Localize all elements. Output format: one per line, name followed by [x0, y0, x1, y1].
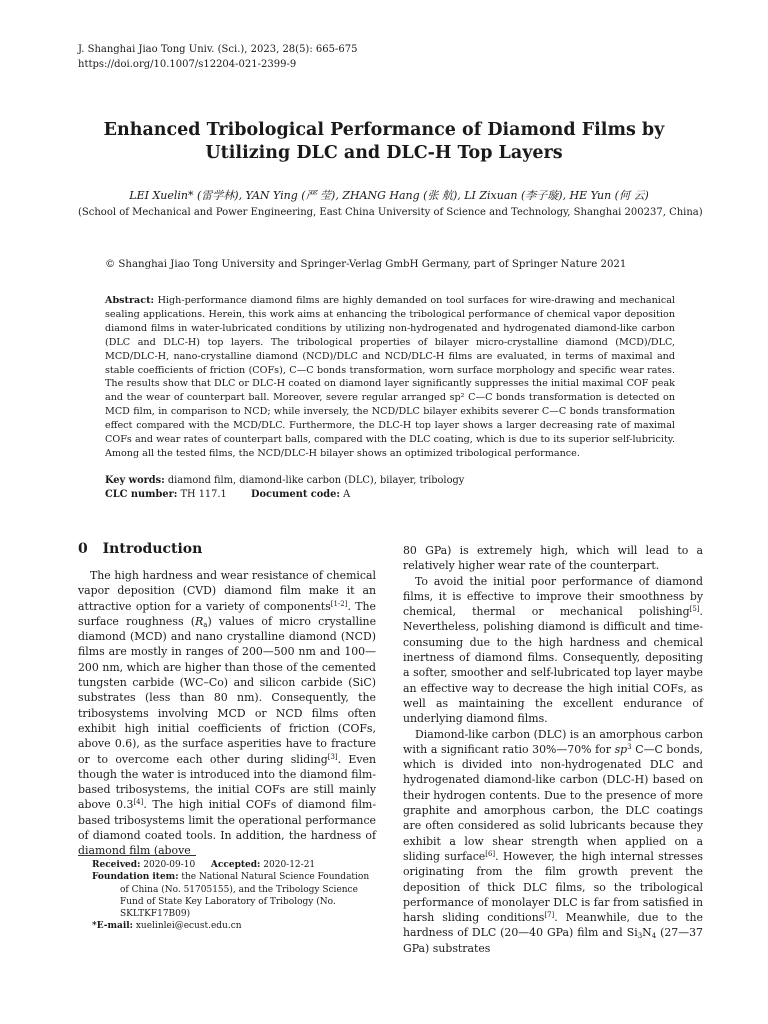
journal-header — [78, 42, 357, 72]
foundation-label: Foundation item: — [92, 872, 179, 883]
keywords-block — [105, 474, 464, 502]
citation-ref[interactable]: [3] — [327, 752, 338, 761]
paper-title — [60, 119, 708, 165]
title-line-1: Enhanced Tribological Performance of Diamond Films by — [103, 120, 665, 140]
abstract-label: Abstract: — [105, 295, 155, 306]
abstract — [105, 294, 675, 461]
citation-ref[interactable]: [5] — [689, 605, 700, 614]
affiliation: (School of Mechanical and Power Engineering, East China University of Science and Technology, Shanghai 200237, China) — [78, 207, 703, 218]
intro-paragraph-3: Diamond-like carbon (DLC) is an amorphous carbon with a significant ratio 30%—70% for $sp^3$ C—C bonds, which is divided into non-hydrogenated DLC and hydrogenated diamond-like carbon (DLC-H) based on their hydrogen contents. Due to the presence of more graphite and amorphous carbon, the DLC coatings are often considered as solid lubricants because they exhibit a low shear strength when applied on a sliding surface[6]. However, the high internal stresses originating from the film growth prevent the deposition of thick DLC films, so the tribological performance of monolayer DLC is far from satisfied in harsh sliding conditions[7]. Meanwhile, due to the hardness of DLC (20—40 GPa) film and $Si_3N_4$ (27—37 GPa) substrates — [403, 727, 704, 955]
doi-link[interactable]: https://doi.org/10.1007/s12204-021-2399-9 — [78, 59, 297, 70]
citation-ref[interactable]: [7] — [544, 911, 555, 920]
keywords-label: Key words: — [105, 475, 165, 486]
accepted-date: 2020-12-21 — [263, 860, 316, 870]
foundation-text: the National Natural Science Foundation of China (No. 51705155), and the Tribology Science Fund of State Key Laboratory of Tribology (No. SKLTKF17B09) — [120, 872, 370, 920]
document-code-label: Document code: — [251, 489, 340, 500]
citation-ref[interactable]: [1-2] — [330, 599, 348, 608]
email-address[interactable]: xuelinlei@ecust.edu.cn — [135, 921, 242, 932]
journal-citation: J. Shanghai Jiao Tong Univ. (Sci.), 2023, 28(5): 665-675 — [78, 44, 358, 55]
title-line-2: Utilizing DLC and DLC-H Top Layers — [205, 143, 563, 163]
author-list: LEI Xuelin* (雷学林), YAN Ying (严 莹), ZHANG Hang (张 航), LI Zixuan (李子璇), HE Yun (何 云) — [129, 189, 649, 202]
section-heading — [78, 541, 202, 557]
intro-paragraph-1: The high hardness and wear resistance of chemical vapor deposition (CVD) diamond film make it an attractive option for a variety of components[1-2]. The surface roughness $(R_a)$ values of micro crystalline diamond (MCD) and nano crystalline diamond (NCD) films are mostly in ranges of 200—500 nm and 100—200 nm, which are higher than those of the cemented tungsten carbide (WC–Co) and silicon carbide (SiC) substrates (less than 80 nm). Consequently, the tribosystems involving MCD or NCD films often exhibit high initial coefficients of friction (COFs, above 0.6), as the surface asperities have to fracture or to overcome each other during sliding[3]. Even though the water is introduced into the diamond film-based tribosystems, the initial COFs are still mainly above 0.3[4]. The high initial COFs of diamond film-based tribosystems limit the operational performance of diamond coated tools. In addition, the hardness of diamond film (above — [78, 569, 377, 858]
clc-number: TH 117.1 — [180, 489, 227, 500]
email-label: *E-mail: — [92, 921, 133, 932]
footnote-divider — [78, 855, 196, 856]
author-block — [78, 187, 703, 221]
keywords-text: diamond film, diamond-like carbon (DLC), bilayer, tribology — [167, 475, 465, 486]
right-column — [403, 543, 703, 956]
section-number: 0 — [78, 541, 88, 557]
footnote — [78, 859, 376, 933]
section-title: Introduction — [102, 541, 203, 557]
abstract-text: High-performance diamond films are highly demanded on tool surfaces for wire-drawing and mechanical sealing applications. Herein, this work aims at enhancing the tribological performance of chemical vapor deposition diamond films in water-lubricated conditions by utilizing non-hydrogenated and hydrogenated diamond-like carbon (DLC and DLC-H) top layers. The tribological properties of bilayer micro-crystalline diamond (MCD)/DLC, MCD/DLC-H, nano-crystalline diamond (NCD)/DLC and NCD/DLC-H films are evaluated, in terms of maximal and stable coefficients of friction (COFs), C—C bonds transformation, worn surface morphology and specific wear rates. The results show that DLC or DLC-H coated on diamond layer significantly suppresses the initial maximal COF peak and the wear of counterpart ball. Moreover, severe regular arranged sp² C—C bonds transformation is detected on MCD film, in comparison to NCD; while inversely, the NCD/DLC bilayer exhibits severer C—C bonds transformation effect compared with the MCD/DLC. Furthermore, the DLC-H top layer shows a larger decreasing rate of maximal COFs and wear rates of counterpart balls, compared with the DLC coating, which is due to its superior self-lubricity. Among all the tested films, the NCD/DLC-H bilayer shows an optimized tribological performance. — [105, 295, 675, 459]
clc-label: CLC number: — [105, 489, 178, 500]
received-date: 2020-09-10 — [143, 860, 196, 870]
citation-ref[interactable]: [6] — [485, 849, 496, 858]
intro-paragraph-2: To avoid the initial poor performance of diamond films, it is effective to improve their smoothness by chemical, thermal or mechanical polishing[5]. Nevertheless, polishing diamond is difficult and time-consuming due to the high hardness and chemical inertness of diamond films. Consequently, depositing a softer, smoother and self-lubricated top layer maybe an effective way to decrease the high initial COFs, as well as maintaining the excellent endurance of underlying diamond films. — [403, 574, 703, 726]
continued-paragraph: 80 GPa) is extremely high, which will lead to a relatively higher wear rate of the counterpart. — [403, 544, 703, 573]
accepted-label: Accepted: — [210, 860, 261, 870]
received-label: Received: — [92, 860, 141, 870]
copyright-notice: © Shanghai Jiao Tong University and Springer-Verlag GmbH Germany, part of Springer Nature 2021 — [105, 259, 627, 270]
citation-ref[interactable]: [4] — [133, 798, 144, 807]
left-column — [78, 568, 376, 859]
document-code: A — [343, 489, 351, 500]
